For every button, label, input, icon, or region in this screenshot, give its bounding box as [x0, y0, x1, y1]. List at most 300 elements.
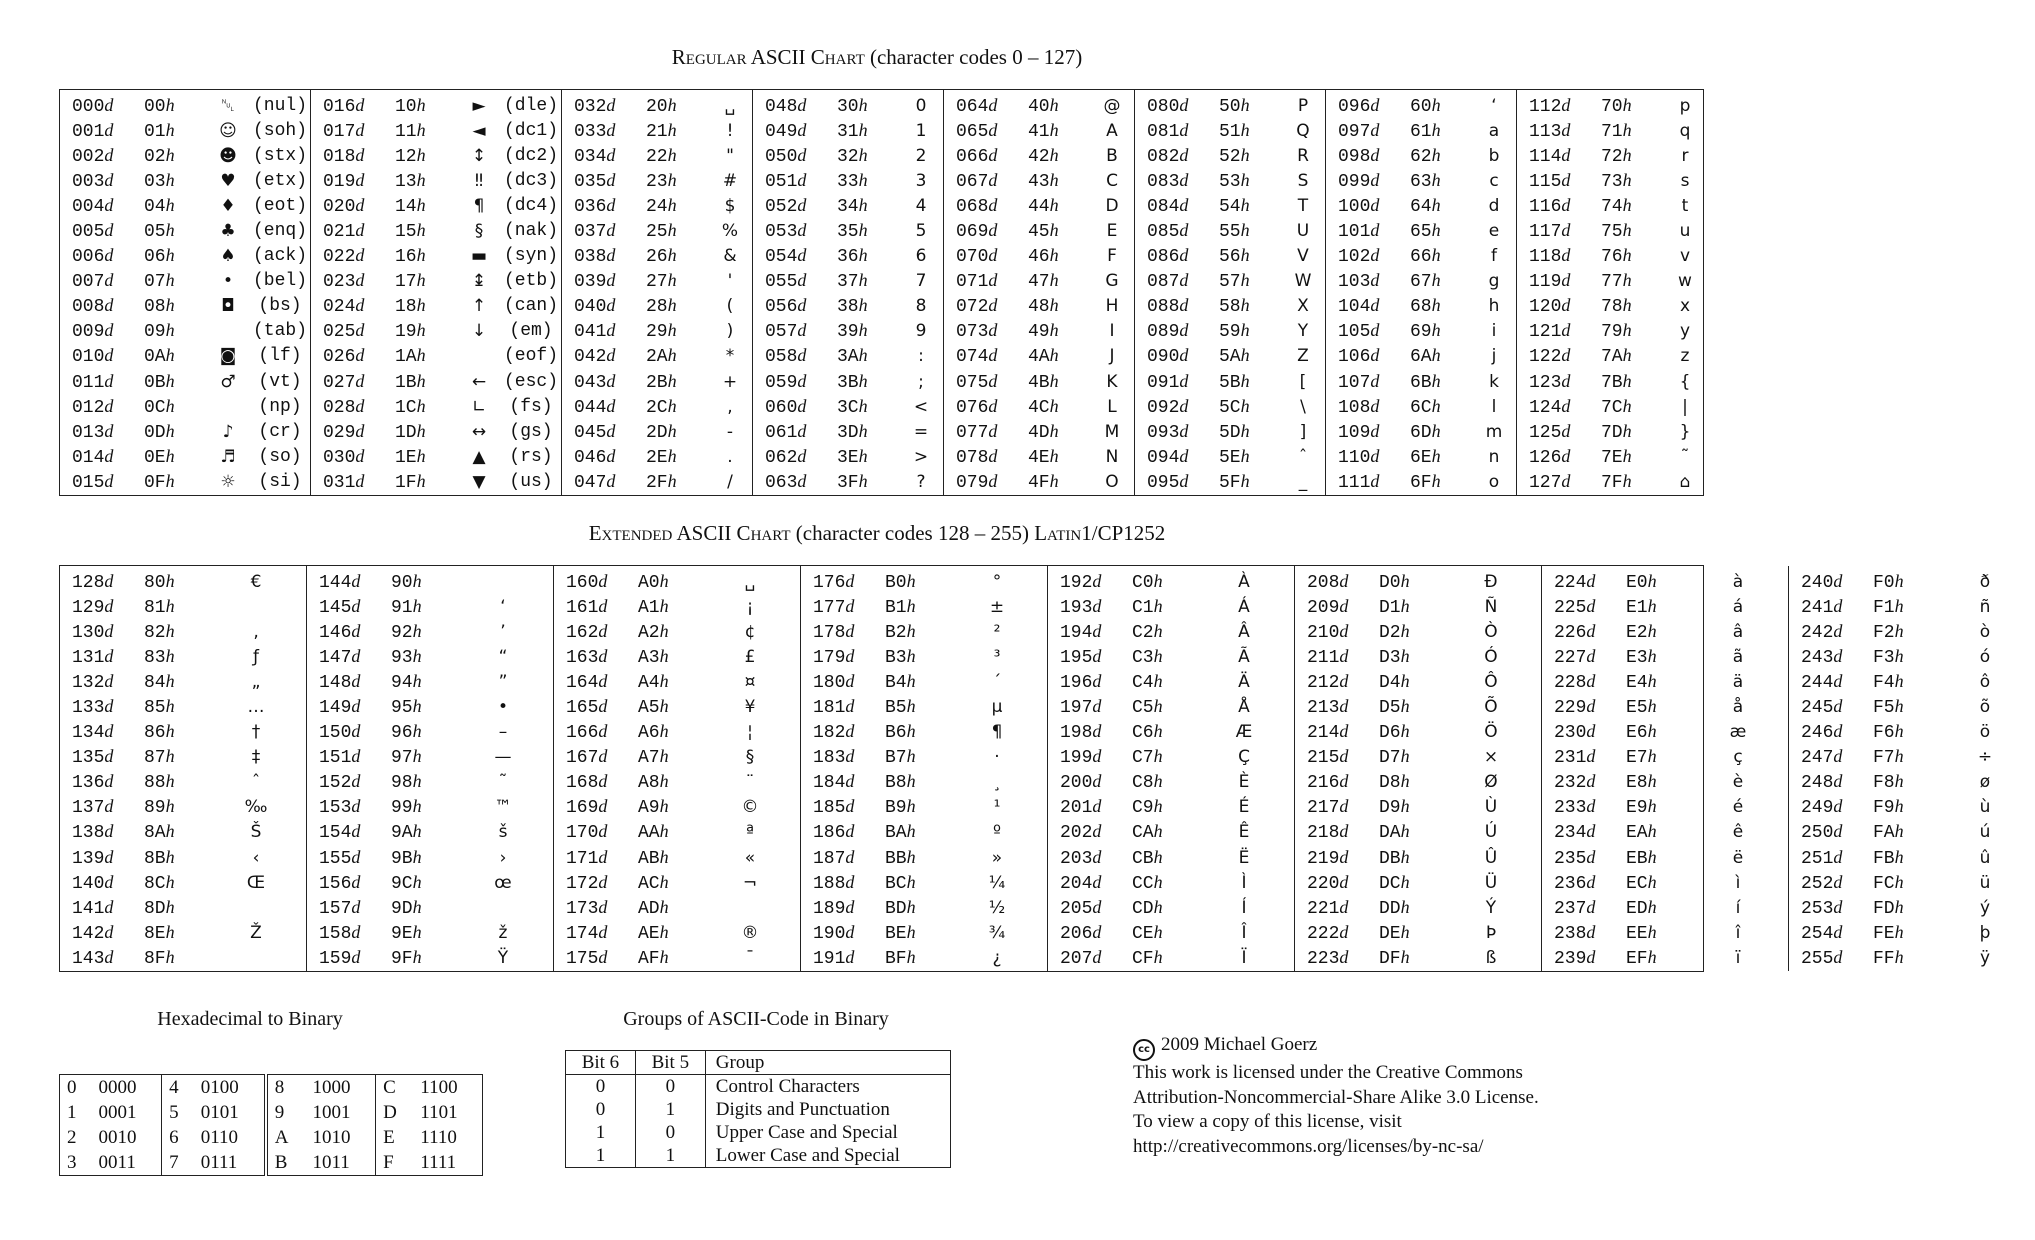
hex-value: CA: [1132, 823, 1154, 844]
hex-code: [1410, 471, 1472, 493]
decimal-value: 080: [1147, 96, 1180, 117]
hex-code: [1379, 847, 1441, 869]
decimal-suffix: d: [797, 119, 807, 140]
hex-suffix: h: [858, 445, 868, 466]
code-row: [554, 920, 800, 945]
code-row: [1542, 895, 1788, 920]
hex-suffix: h: [906, 946, 916, 967]
decimal-value: 231: [1554, 748, 1587, 769]
hex-suffix: h: [1622, 119, 1632, 140]
code-row: [1048, 694, 1294, 719]
code-row: [1789, 720, 2035, 745]
hex-code: [1410, 371, 1472, 393]
decimal-suffix: d: [1586, 946, 1596, 967]
hex-value: 1A: [395, 347, 417, 368]
decimal-suffix: d: [1586, 620, 1596, 641]
hex-value: 3A: [837, 347, 859, 368]
hex-value: 9F: [391, 948, 413, 969]
character-glyph: B: [1106, 145, 1118, 166]
decimal-value: 061: [765, 422, 798, 443]
hex-suffix: h: [1240, 295, 1250, 316]
hex-value: 9C: [391, 873, 413, 894]
decimal-code: [1517, 220, 1601, 242]
code-row: [60, 244, 310, 269]
decimal-value: 090: [1147, 347, 1180, 368]
character-glyph: §: [745, 747, 755, 768]
license-block: [1133, 1033, 1539, 1159]
decimal-code: [562, 320, 646, 342]
hex-code: [837, 421, 899, 443]
decimal-code: [1295, 721, 1379, 743]
character-glyph: •: [497, 697, 509, 718]
hex-code: [646, 421, 708, 443]
decimal-value: 116: [1529, 196, 1562, 217]
decimal-value: 041: [574, 322, 607, 343]
hex-suffix: h: [1400, 570, 1410, 591]
hex-code: [837, 145, 899, 167]
character-glyph: e: [1488, 221, 1500, 242]
decimal-code: [1048, 646, 1132, 668]
character-glyph: ‚: [253, 621, 259, 642]
decimal-suffix: d: [1833, 946, 1843, 967]
hex-code: [144, 471, 206, 493]
character-glyph: Þ: [1485, 922, 1497, 943]
hex-code: [837, 446, 899, 468]
decimal-suffix: d: [1833, 846, 1843, 867]
hex-code: [144, 796, 206, 818]
character-glyph: h: [1488, 296, 1500, 317]
character-glyph: ¿: [992, 947, 1002, 968]
code-row: [554, 619, 800, 644]
decimal-code: [944, 95, 1028, 117]
decimal-suffix: d: [1092, 771, 1102, 792]
hex-suffix: h: [906, 670, 916, 691]
character-glyph: Ž: [250, 922, 262, 943]
character-glyph: ´: [992, 671, 1002, 692]
hex-value: 7B: [1601, 372, 1623, 393]
character-glyph: ♂: [220, 371, 236, 392]
character-glyph: ½: [988, 897, 1006, 918]
hex-code: [1028, 270, 1090, 292]
decimal-suffix: d: [351, 796, 361, 817]
code-row: [753, 419, 943, 444]
hex-code: [638, 696, 700, 718]
character-glyph: {: [1679, 371, 1691, 392]
decimal-value: 165: [566, 698, 599, 719]
hex-code: [638, 872, 700, 894]
decimal-code: [801, 872, 885, 894]
character-glyph: ¬: [742, 872, 758, 893]
character-glyph: }: [1679, 421, 1691, 442]
code-row: [562, 143, 752, 168]
decimal-code: [1048, 671, 1132, 693]
hex-value: F7: [1873, 748, 1895, 769]
decimal-value: 206: [1060, 923, 1093, 944]
decimal-value: 144: [319, 572, 352, 593]
code-row: [60, 720, 306, 745]
decimal-suffix: d: [104, 220, 114, 241]
decimal-suffix: d: [845, 896, 855, 917]
hex-value: 4E: [1028, 447, 1050, 468]
hex-digit: C: [376, 1075, 414, 1101]
control-name: (dc1): [503, 120, 558, 141]
character-glyph: \: [1300, 396, 1306, 417]
decimal-suffix: d: [598, 846, 608, 867]
hex-suffix: h: [1153, 796, 1163, 817]
decimal-suffix: d: [598, 946, 608, 967]
decimal-suffix: d: [598, 620, 608, 641]
code-row: [60, 745, 306, 770]
control-name: (em): [509, 321, 553, 342]
hex-value: 18: [395, 297, 417, 318]
code-row: [60, 870, 306, 895]
decimal-code: [60, 220, 144, 242]
hex-code: [885, 821, 947, 843]
hex-code: [1873, 771, 1935, 793]
hex-suffix: h: [165, 846, 175, 867]
hex-suffix: h: [858, 270, 868, 291]
code-row: [1326, 118, 1516, 143]
decimal-code: [1135, 270, 1219, 292]
decimal-code: [801, 771, 885, 793]
hex-value: 24: [646, 196, 668, 217]
decimal-suffix: d: [1339, 570, 1349, 591]
code-row: [311, 193, 561, 218]
hex-value: 06: [144, 247, 166, 268]
hex-code: [395, 145, 457, 167]
binary-value: 1111: [420, 1151, 457, 1173]
decimal-suffix: d: [1339, 645, 1349, 666]
decimal-value: 184: [813, 773, 846, 794]
character-glyph: í: [1735, 897, 1741, 918]
hex-suffix: h: [416, 270, 426, 291]
hex-code: [885, 771, 947, 793]
control-name: (ack): [252, 246, 307, 267]
decimal-suffix: d: [104, 470, 114, 491]
character-glyph: 6: [915, 246, 927, 267]
decimal-code: [801, 721, 885, 743]
hex-code: [391, 621, 453, 643]
chart-column: [1789, 566, 2035, 971]
code-row: [1789, 845, 2035, 870]
hex-suffix: h: [412, 846, 422, 867]
decimal-value: 000: [72, 96, 105, 117]
decimal-code: [1542, 646, 1626, 668]
hex-suffix: h: [1049, 420, 1059, 441]
hex-code: [144, 847, 206, 869]
character-glyph: Ÿ: [497, 947, 509, 968]
code-row: [307, 569, 553, 594]
hex-binary-title: Hexadecimal to Binary: [157, 1008, 343, 1030]
code-row: [60, 419, 310, 444]
decimal-suffix: d: [598, 696, 608, 717]
hex-value: 79: [1601, 322, 1623, 343]
decimal-value: 129: [72, 597, 105, 618]
group-name: Upper Case and Special: [705, 1121, 950, 1144]
decimal-value: 178: [813, 622, 846, 643]
decimal-suffix: d: [104, 796, 114, 817]
decimal-value: 105: [1338, 322, 1371, 343]
code-row: [801, 669, 1047, 694]
hex-value: 2C: [646, 397, 668, 418]
decimal-value: 083: [1147, 171, 1180, 192]
character-glyph: Ø: [1484, 772, 1498, 793]
hex-value: EF: [1626, 948, 1648, 969]
hex-suffix: h: [667, 245, 677, 266]
control-name: (bel): [252, 271, 307, 292]
decimal-value: 063: [765, 472, 798, 493]
character-glyph: µ: [991, 697, 1003, 718]
hex-suffix: h: [165, 320, 175, 341]
decimal-code: [1542, 571, 1626, 593]
hex-code: [1379, 771, 1441, 793]
character-glyph: ¦: [747, 722, 753, 743]
decimal-suffix: d: [1339, 846, 1349, 867]
decimal-suffix: d: [351, 896, 361, 917]
character-glyph: ': [727, 271, 733, 292]
code-row: [753, 369, 943, 394]
decimal-value: 068: [956, 196, 989, 217]
hex-suffix: h: [906, 771, 916, 792]
hex-suffix: h: [1153, 871, 1163, 892]
decimal-value: 166: [566, 723, 599, 744]
hex-suffix: h: [165, 420, 175, 441]
character-glyph: ¡: [746, 596, 754, 617]
character-glyph: •: [222, 271, 234, 292]
decimal-suffix: d: [1370, 194, 1380, 215]
decimal-suffix: d: [1586, 721, 1596, 742]
decimal-value: 245: [1801, 698, 1834, 719]
decimal-code: [1789, 696, 1873, 718]
character-glyph: §: [474, 221, 484, 242]
code-row: [307, 795, 553, 820]
hex-value: 95: [391, 698, 413, 719]
decimal-suffix: d: [1179, 370, 1189, 391]
hex-suffix: h: [858, 119, 868, 140]
character-glyph: º: [992, 822, 1001, 843]
hex-code: [1601, 446, 1663, 468]
character-glyph: 3: [915, 170, 927, 191]
decimal-suffix: d: [1561, 169, 1571, 190]
code-row: [753, 269, 943, 294]
decimal-value: 020: [323, 196, 356, 217]
decimal-value: 035: [574, 171, 607, 192]
decimal-code: [1326, 245, 1410, 267]
bit-value: 1: [635, 1098, 705, 1121]
hex-suffix: h: [1894, 595, 1904, 616]
decimal-value: 037: [574, 222, 607, 243]
decimal-suffix: d: [104, 896, 114, 917]
hex-code: [837, 195, 899, 217]
hex-digit: 4: [162, 1075, 194, 1101]
decimal-value: 002: [72, 146, 105, 167]
code-row: [562, 344, 752, 369]
code-row: [801, 745, 1047, 770]
hex-code: [1028, 220, 1090, 242]
hex-suffix: h: [1153, 721, 1163, 742]
hex-code: [1379, 821, 1441, 843]
character-glyph: -: [726, 421, 734, 442]
hex-suffix: h: [1400, 620, 1410, 641]
character-glyph: ³: [993, 646, 1001, 667]
hex-suffix: h: [1622, 445, 1632, 466]
hex-code: [391, 821, 453, 843]
decimal-code: [1048, 897, 1132, 919]
hex-value: 6F: [1410, 472, 1432, 493]
decimal-code: [1048, 847, 1132, 869]
decimal-code: [753, 446, 837, 468]
decimal-code: [1542, 596, 1626, 618]
decimal-suffix: d: [1370, 169, 1380, 190]
control-name: (eot): [252, 195, 307, 216]
decimal-value: 114: [1529, 146, 1562, 167]
bit-value: 0: [635, 1121, 705, 1144]
decimal-suffix: d: [1586, 570, 1596, 591]
hex-code: [885, 922, 947, 944]
decimal-code: [1789, 596, 1873, 618]
code-row: [60, 168, 310, 193]
decimal-code: [554, 746, 638, 768]
character-glyph: ¥: [744, 697, 756, 718]
character-glyph: „: [251, 671, 261, 692]
character-glyph: â: [1732, 621, 1744, 642]
hex-value: E7: [1626, 748, 1648, 769]
code-row: [944, 469, 1134, 494]
code-row: [562, 93, 752, 118]
decimal-suffix: d: [104, 370, 114, 391]
decimal-suffix: d: [355, 245, 365, 266]
character-glyph: ÿ: [1979, 947, 1991, 968]
hex-code: [1410, 95, 1472, 117]
hex-value: 8D: [144, 898, 166, 919]
hex-value: 7A: [1601, 347, 1623, 368]
decimal-value: 123: [1529, 372, 1562, 393]
decimal-value: 251: [1801, 848, 1834, 869]
hex-value: 6B: [1410, 372, 1432, 393]
license-url[interactable]: http://creativecommons.org/licenses/by-nc-sa/: [1133, 1135, 1484, 1157]
decimal-value: 038: [574, 247, 607, 268]
decimal-value: 148: [319, 672, 352, 693]
hex-suffix: h: [906, 796, 916, 817]
code-row: [1542, 569, 1788, 594]
character-glyph: Û: [1484, 847, 1498, 868]
decimal-code: [1048, 947, 1132, 969]
decimal-value: 238: [1554, 923, 1587, 944]
hex-code: [144, 596, 206, 618]
code-row: [60, 469, 310, 494]
character-glyph: |: [1682, 396, 1688, 417]
character-glyph: #: [722, 170, 738, 191]
decimal-code: [1295, 821, 1379, 843]
decimal-code: [1295, 796, 1379, 818]
character-glyph: r: [1681, 145, 1689, 166]
decimal-suffix: d: [1561, 445, 1571, 466]
hex-code: [391, 771, 453, 793]
hex-value: 16: [395, 247, 417, 268]
control-name: (fs): [509, 396, 553, 417]
hex-digit: B: [266, 1150, 306, 1176]
code-row: [944, 419, 1134, 444]
hex-suffix: h: [659, 796, 669, 817]
character-glyph: ¨: [745, 772, 755, 793]
groups-row: [566, 1075, 951, 1099]
decimal-value: 093: [1147, 422, 1180, 443]
character-glyph: Œ: [246, 872, 266, 893]
decimal-value: 154: [319, 823, 352, 844]
character-glyph: 7: [915, 271, 927, 292]
hex-value: 04: [144, 196, 166, 217]
character-glyph: ◄: [472, 120, 486, 141]
decimal-suffix: d: [104, 395, 114, 416]
character-glyph: S: [1297, 170, 1309, 191]
hex-suffix: h: [416, 144, 426, 165]
character-glyph: ˜: [1680, 446, 1690, 467]
decimal-code: [1789, 671, 1873, 693]
hex-suffix: h: [1049, 295, 1059, 316]
character-glyph: ó: [1979, 646, 1991, 667]
hex-code: [1132, 897, 1194, 919]
hex-suffix: h: [858, 220, 868, 241]
decimal-value: 223: [1307, 948, 1340, 969]
decimal-code: [753, 345, 837, 367]
hex-suffix: h: [1622, 370, 1632, 391]
decimal-code: [307, 922, 391, 944]
decimal-value: 077: [956, 422, 989, 443]
hex-value: 84: [144, 672, 166, 693]
character-glyph: P: [1297, 95, 1309, 116]
character-glyph: «: [744, 847, 756, 868]
character-glyph: Ë: [1238, 847, 1250, 868]
hex-value: AE: [638, 923, 660, 944]
decimal-suffix: d: [606, 395, 616, 416]
code-row: [1295, 920, 1541, 945]
decimal-value: 216: [1307, 773, 1340, 794]
code-row: [60, 694, 306, 719]
decimal-code: [1135, 170, 1219, 192]
decimal-code: [1048, 696, 1132, 718]
decimal-value: 070: [956, 247, 989, 268]
decimal-value: 133: [72, 698, 105, 719]
decimal-code: [1326, 195, 1410, 217]
hex-code: [1219, 320, 1281, 342]
hex-code: [1219, 295, 1281, 317]
hex-suffix: h: [1431, 345, 1441, 366]
hex-code: [144, 947, 206, 969]
hex-suffix: h: [1153, 821, 1163, 842]
hex-value: 54: [1219, 196, 1241, 217]
hex-value: B9: [885, 798, 907, 819]
hex-suffix: h: [165, 295, 175, 316]
hex-value: D1: [1379, 597, 1401, 618]
decimal-code: [562, 446, 646, 468]
decimal-code: [562, 195, 646, 217]
code-row: [1048, 820, 1294, 845]
decimal-code: [1135, 320, 1219, 342]
character-glyph: ▼: [472, 471, 486, 492]
decimal-code: [554, 922, 638, 944]
hex-code: [1410, 345, 1472, 367]
hex-code: [1379, 571, 1441, 593]
decimal-code: [311, 471, 395, 493]
decimal-suffix: d: [1092, 896, 1102, 917]
code-row: [307, 870, 553, 895]
decimal-code: [1048, 721, 1132, 743]
hex-suffix: h: [906, 696, 916, 717]
code-row: [1295, 795, 1541, 820]
hex-suffix: h: [412, 746, 422, 767]
decimal-code: [801, 847, 885, 869]
decimal-suffix: d: [1833, 645, 1843, 666]
